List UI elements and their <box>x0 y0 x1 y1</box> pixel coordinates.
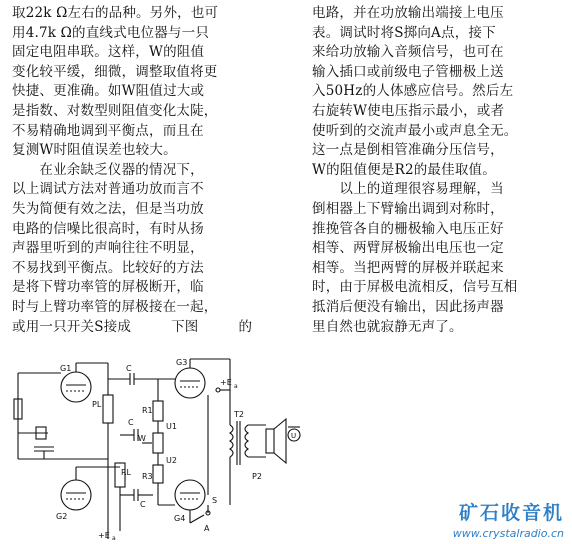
text-line: 里自然也就寂静无声了。 <box>312 318 463 335</box>
text-line: 时与上臂功率管的屏极接在一起， <box>12 298 218 315</box>
text-line: 右旋转W使电压指示最小，或者 <box>312 102 505 119</box>
resistor-pl <box>103 395 113 423</box>
text-line: 是将下臂功率管的屏极断开，临 <box>12 279 204 296</box>
text-line: 输入插口或前级电子管栅极上送 <box>312 63 504 80</box>
text-line: 是指数、对数型则阻值变化太陡， <box>12 102 218 119</box>
label-meter-u: U <box>291 432 297 440</box>
left-text-column <box>12 4 280 337</box>
potentiometer-w <box>153 433 163 453</box>
text-line: 来给功放输入音频信号，也可在 <box>312 44 504 61</box>
label-t2: T2 <box>234 410 244 419</box>
label-c-mid: C <box>128 418 134 427</box>
label-g2: G2 <box>56 512 68 521</box>
text-line: 抵消后便没有输出，因此扬声器 <box>312 298 504 315</box>
label-rl: RL <box>121 468 132 477</box>
label-ea-top: +E <box>220 378 232 387</box>
speaker-p2 <box>266 429 274 453</box>
label-ea-bottom-sub: a <box>112 535 116 541</box>
label-u2: U2 <box>166 456 177 465</box>
label-pl: PL <box>92 400 102 409</box>
label-a: A <box>204 524 210 533</box>
tube-g3-symbol <box>175 368 205 398</box>
text-line: 推挽管各自的栅极输入电压正好 <box>312 220 504 237</box>
text-line: 取22k Ω左右的品种。另外，也可 <box>12 5 219 21</box>
circuit-schematic <box>8 355 308 541</box>
text-line: 复测W时阻值误差也较大。 <box>12 142 177 159</box>
text-line: 入50Hz的人体感应信号。然后左 <box>312 83 514 100</box>
text-line: 不易精确地调到平衡点，而且在 <box>12 122 204 139</box>
text-line: 固定电阻串联。这样，W的阻值 <box>12 44 205 61</box>
watermark <box>453 498 564 540</box>
text-line: W的阻值便是R2的最佳取值。 <box>312 161 496 178</box>
label-c-top: C <box>126 364 132 373</box>
label-r3: R3 <box>142 472 153 481</box>
text-line <box>12 318 280 338</box>
tube-g2-symbol <box>61 480 91 510</box>
text-line: 电路，并在功放输出端接上电压 <box>312 5 504 21</box>
text-line: 表。调试时将S掷向A点，接下 <box>312 24 496 41</box>
text-line: 在业余缺乏仪器的情况下， <box>12 161 204 178</box>
text-line: 相等。当把两臂的屏极并联起来 <box>312 259 504 276</box>
text-line: 用4.7k Ω的直线式电位器与一只 <box>12 24 210 41</box>
text-line: 以上的道理很容易理解，当 <box>312 181 504 198</box>
label-s: S <box>212 496 218 505</box>
text-line: 电路的信噪比很高时，有时从扬 <box>12 220 204 237</box>
text-line: 使听到的交流声最小或声息全无。 <box>312 122 518 139</box>
label-u1: U1 <box>166 422 177 431</box>
resistor-r3 <box>153 465 163 483</box>
label-g3: G3 <box>176 358 188 367</box>
resistor-r1 <box>153 401 163 421</box>
supply-ea-top-node <box>216 388 220 392</box>
text-line: 声器里听到的声响往往不明显， <box>12 240 204 257</box>
text-line: 这一点是倒相管准确分压信号， <box>312 142 504 159</box>
text-line: 以上调试方法对普通功放而言不 <box>12 181 204 198</box>
text-line-tail: 的 <box>238 318 253 335</box>
watermark-title: 矿石收音机 <box>458 502 564 524</box>
text-line: 变化较平缓，细微，调整取值将更 <box>12 63 218 80</box>
label-ea-bottom: +E <box>98 531 110 540</box>
text-line: 快捷、更准确。如W阻值过大或 <box>12 83 205 100</box>
label-w: W <box>138 434 146 443</box>
right-text-column <box>312 4 568 337</box>
label-c-low: C <box>140 500 146 509</box>
tube-g1-symbol <box>61 372 91 402</box>
text-line: 不易找到平衡点。比较好的方法 <box>12 259 204 276</box>
label-p2: P2 <box>252 472 262 481</box>
text-line: 时，由于屏极电流相反，信号互相 <box>312 279 518 296</box>
text-line: 倒相器上下臂输出调到对称时， <box>312 200 504 217</box>
text-line: 失为简便有效之法，但是当功放 <box>12 200 204 217</box>
text-line-tail: 下图 <box>171 318 199 335</box>
label-ea-top-sub: a <box>234 383 238 390</box>
tube-g4-symbol <box>175 480 205 510</box>
label-g4: G4 <box>174 514 186 523</box>
label-g1: G1 <box>60 364 72 373</box>
text-line-main: 或用一只开关S接成 <box>12 318 132 335</box>
watermark-url: www.crystalradio.cn <box>452 527 564 540</box>
label-r1: R1 <box>142 406 153 415</box>
text-line: 相等、两臂屏极输出电压也一定 <box>312 240 504 257</box>
